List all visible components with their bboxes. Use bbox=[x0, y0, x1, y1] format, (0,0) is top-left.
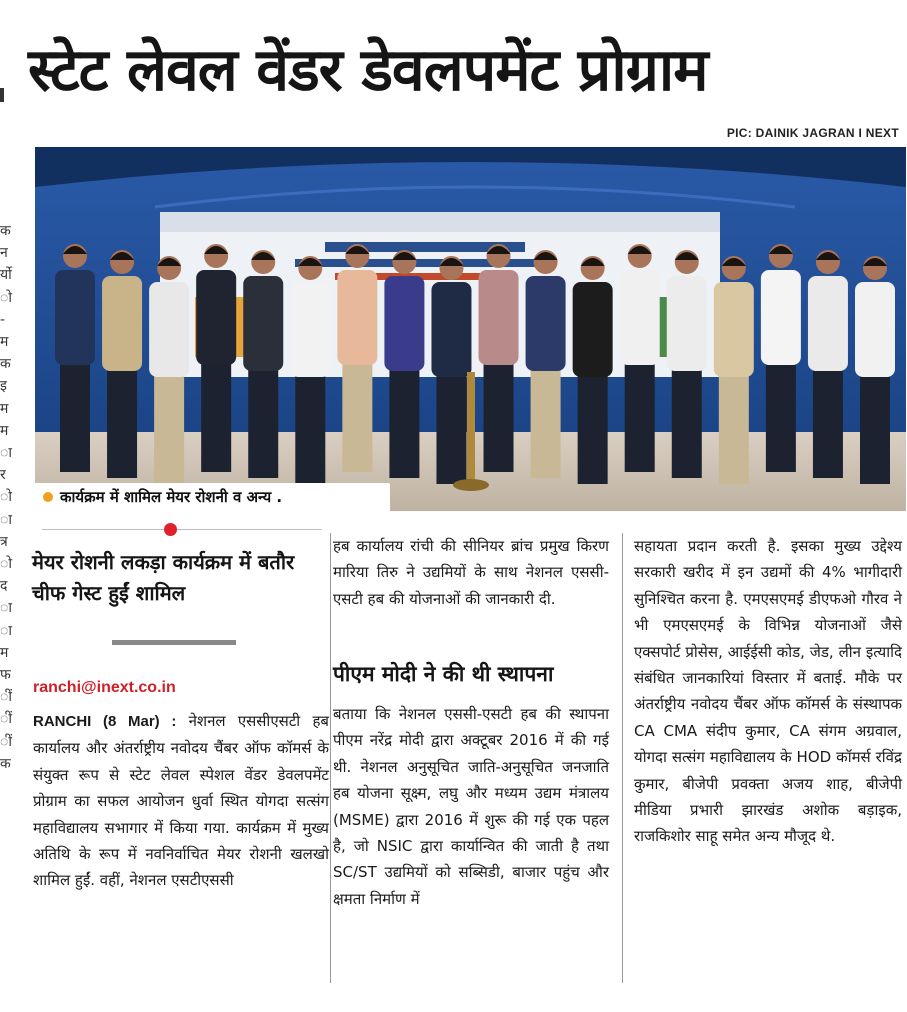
article-column-2-top bbox=[333, 533, 609, 612]
person-figure bbox=[714, 256, 754, 484]
person-figure bbox=[102, 250, 142, 478]
edge-fragment: ो bbox=[0, 489, 12, 506]
person-figure bbox=[290, 256, 330, 484]
person-figure bbox=[149, 256, 189, 484]
article-column-2-body bbox=[333, 701, 609, 912]
edge-fragment: म bbox=[0, 644, 9, 661]
edge-fragment: ो bbox=[0, 289, 12, 306]
person-figure bbox=[855, 256, 895, 484]
edge-fragment: ा bbox=[0, 600, 12, 617]
caption-bullet-icon bbox=[43, 492, 53, 502]
person-figure bbox=[761, 244, 801, 472]
person-figure bbox=[479, 244, 519, 472]
headline: स्टेट लेवल वेंडर डेवलपमेंट प्रोग्राम bbox=[28, 35, 708, 104]
edge-fragment: ीं bbox=[0, 689, 12, 706]
edge-fragment: ीं bbox=[0, 733, 12, 750]
person-figure bbox=[55, 244, 95, 472]
column-2-top-text: हब कार्यालय रांची की सीनियर ब्रांच प्रमुख किरण मारिया तिरु ने उद्यमियों के साथ नेशनल एससी-एसटी हब की योजनाओं की जानकारी दी. bbox=[333, 537, 609, 608]
caption-text: कार्यक्रम में शामिल मेयर रोशनी व अन्य . bbox=[60, 488, 283, 506]
column-separator bbox=[622, 533, 623, 983]
edge-fragment: इ bbox=[0, 378, 7, 395]
edge-fragment: क bbox=[0, 223, 11, 239]
edge-fragment: र्यो bbox=[0, 267, 12, 284]
edge-fragment: र bbox=[0, 467, 6, 484]
edge-fragment: म bbox=[0, 422, 9, 439]
edge-fragment: फ bbox=[0, 667, 11, 684]
edge-fragment: ो bbox=[0, 556, 12, 573]
edge-fragment: ा bbox=[0, 622, 12, 639]
edge-fragment: क bbox=[0, 755, 11, 772]
column-3-text: सहायता प्रदान करती है. इसका मुख्य उद्देश्य सरकारी खरीद में इन उद्यमों की 4% भागीदारी सुनिश्चित करना है. एमएसएमई डीएफओ गौरव ने भी एमएसएमई के विभिन्न योजनाओं जैसे एक्सपोर्ट प्रोसेस, आईईसी कोड, जेड, लीन इत्यादि संबंधित जानकारियां विस्तार में बताई. मौके पर अंतर्राष्ट्रीय नवोदय चैंबर ऑफ कॉमर्स के संस्थापक CA CMA संदीप कुमार, CA संगम अग्रवाल, योगदा सत्संग महाविद्यालय के HOD कॉमर्स रविंद्र कुमार, बीजेपी प्रवक्ता अजय शाह, बीजेपी मीडिया प्रभारी झारखंड अशोक बड़ाइक, राजकिशोर साहू समेत अन्य मौजूद थे. bbox=[634, 537, 902, 846]
person-figure bbox=[667, 250, 707, 478]
edge-fragment: न bbox=[0, 245, 8, 262]
article-column-1 bbox=[33, 708, 329, 894]
photo-credit: PIC: DAINIK JAGRAN I NEXT bbox=[726, 126, 899, 140]
dateline: RANCHI (8 Mar) : bbox=[33, 713, 177, 730]
person-figure bbox=[196, 244, 236, 472]
red-dot-icon bbox=[164, 523, 177, 536]
person-figure bbox=[431, 256, 471, 484]
column-2-body-text: बताया कि नेशनल एससी-एसटी हब की स्थापना पीएम नरेंद्र मोदी द्वारा अक्टूबर 2016 में की गई थी. नेशनल अनुसूचित जाति-अनुसूचित जनजाति हब योजना सूक्ष्म, लघु और मध्यम उद्यम मंत्रालय (MSME) द्वारा 2016 में शुरू की गई एक पहल है, जो NSIC द्वारा कार्यान्वित की जाती है तथा SC/ST उद्यमियों को सब्सिडी, बाजार पहुंच और क्षमता निर्माण में bbox=[333, 705, 609, 908]
subhead-rule bbox=[112, 640, 236, 645]
column-separator bbox=[330, 533, 331, 983]
subheadline: मेयर रोशनी लकड़ा कार्यक्रम में बतौर चीफ गेस्ट हुईं शामिल bbox=[32, 550, 295, 605]
edge-fragment: त्र bbox=[0, 533, 8, 550]
person-figure bbox=[620, 244, 660, 472]
article-column-3 bbox=[634, 533, 902, 850]
person-figure bbox=[243, 250, 283, 478]
column-2-heading: पीएम मोदी ने की थी स्थापना bbox=[333, 662, 554, 686]
person-figure bbox=[337, 244, 377, 472]
column-1-text: नेशनल एससीएसटी हब कार्यालय और अंतर्राष्ट्रीय नवोदय चैंबर ऑफ कॉमर्स के संयुक्त रूप से स्टेट लेवल स्पेशल वेंडर डेवलपमेंट प्रोग्राम का सफल आयोजन धुर्वा स्थित योगदा सत्संग महाविद्यालय सभागार में किया गया. कार्यक्रम में मुख्य अतिथि के रूप में नवनिर्वाचित मेयर रोशनी खलखो शामिल हुईं. वहीं, नेशनल एसटीएससी bbox=[33, 712, 329, 890]
person-figure bbox=[808, 250, 848, 478]
edge-fragment: - bbox=[0, 311, 6, 328]
group-photo-illustration bbox=[35, 147, 906, 511]
edge-fragment: म bbox=[0, 400, 9, 417]
edge-fragment: म bbox=[0, 334, 9, 351]
edge-fragment: ीं bbox=[0, 711, 12, 728]
reporter-email[interactable]: ranchi@inext.co.in bbox=[33, 679, 176, 696]
edge-fragment: द bbox=[0, 578, 8, 595]
person-figure bbox=[526, 250, 566, 478]
event-photo bbox=[35, 147, 906, 511]
person-figure bbox=[573, 256, 613, 484]
person-figure bbox=[384, 250, 424, 478]
edge-mark bbox=[0, 88, 4, 102]
neighbour-column-fragment bbox=[0, 220, 14, 860]
edge-fragment: ा bbox=[0, 511, 12, 528]
edge-fragment: क bbox=[0, 356, 11, 373]
photo-caption bbox=[35, 483, 390, 511]
edge-fragment: ा bbox=[0, 445, 12, 462]
section-divider bbox=[42, 529, 322, 530]
